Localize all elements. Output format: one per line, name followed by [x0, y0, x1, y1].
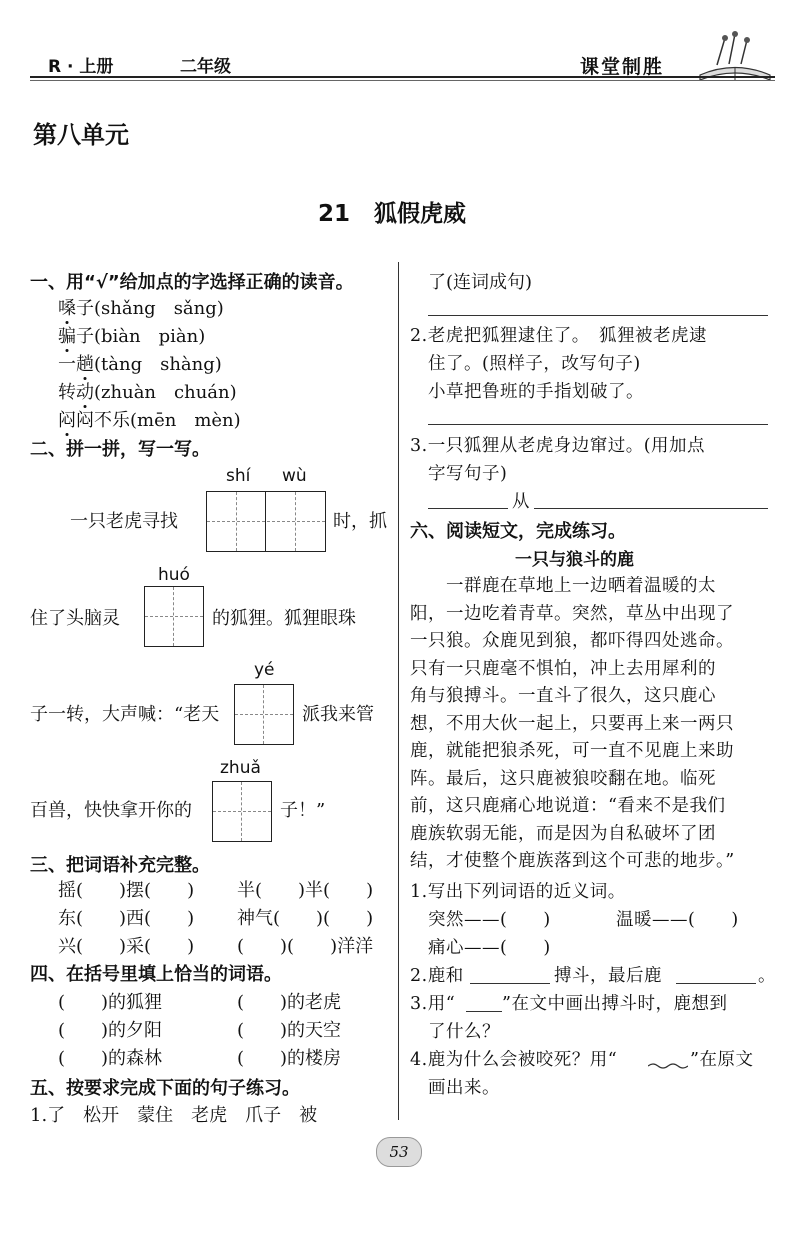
story-line: 角与狼搏斗。一直斗了很久，这只鹿心: [410, 686, 716, 706]
s3-title: 三、把词语补充完整。: [30, 855, 210, 876]
s3-cell: 神气( )( ): [237, 908, 374, 929]
story-line: 鹿族软弱无能，而是因为自私破坏了团: [410, 823, 716, 844]
s6-q4-c: 画出来。: [428, 1078, 500, 1098]
s2-row1-text: 一只老虎寻找: [70, 511, 178, 532]
s2-pinyin-5: zhuǎ: [220, 758, 261, 778]
s6-q1-b: 温暖——( ): [616, 910, 739, 930]
s5-q1-cont: 了(连词成句): [428, 272, 533, 293]
s5-q3a: 3.一只狐狸从老虎身边窜过。(用加点: [410, 436, 706, 456]
s3-cell: 半( )半( ): [237, 880, 374, 901]
story-line: 结，才使整个鹿族落到这个可悲的地步。”: [410, 851, 735, 871]
lesson-name: 狐假虎威: [374, 201, 467, 227]
answer-line[interactable]: [534, 508, 768, 509]
column-divider: [398, 262, 399, 1120]
story-text: [410, 572, 775, 875]
s2-row3-before: 子一转，大声喊：“老天: [30, 704, 220, 725]
s6-q3-c: 了什么？: [428, 1022, 500, 1042]
story-line: 阵。最后，这只鹿被狼咬翻在地。临死: [410, 768, 716, 789]
s1-item-1: 嗓子(shǎng sǎng): [58, 294, 224, 320]
s2-writing-grid-2[interactable]: [144, 586, 204, 647]
answer-line[interactable]: [428, 424, 768, 425]
s1-item-3: 一趟(tàng shàng): [58, 350, 222, 376]
answer-line[interactable]: [428, 315, 768, 316]
s5-q2a: 2.老虎把狐狸逮住了。 狐狸被老虎逮: [410, 326, 707, 346]
s4-cell: ( )的天空: [237, 1020, 342, 1041]
story-line: 阳，一边吃着青草。突然，草丛中出现了: [410, 603, 734, 624]
s2-row2-before: 住了头脑灵: [30, 608, 120, 629]
s2-pinyin-1: shí: [226, 466, 251, 486]
story-title: 一只与狼斗的鹿: [515, 550, 634, 570]
wavy-line-sample: [648, 1062, 688, 1070]
s6-q3-b: ”在文中画出搏斗时，鹿想到: [502, 994, 728, 1014]
s6-q2-a: 2.鹿和: [410, 966, 464, 986]
s6-q4-b: ”在原文: [690, 1050, 754, 1070]
s6-title: 六、阅读短文，完成练习。: [410, 521, 626, 542]
s4-cell: ( )的森林: [58, 1048, 163, 1069]
s2-writing-grid-3[interactable]: [234, 684, 294, 745]
lesson-title: [318, 195, 466, 228]
s5-q2b: 住了。(照样子，改写句子): [428, 354, 641, 374]
s4-title: 四、在括号里填上恰当的词语。: [30, 964, 282, 985]
story-line: 一只狼。众鹿见到狼，都吓得四处逃命。: [410, 631, 734, 651]
s6-q4-a: 4.鹿为什么会被咬死？用“: [410, 1050, 618, 1070]
s3-cell: ( )( )洋洋: [237, 936, 374, 957]
s3-cell: 东( )西( ): [58, 908, 195, 929]
s6-q3-a: 3.用“: [410, 994, 456, 1014]
answer-line[interactable]: [676, 983, 756, 984]
s6-q2-c: 。: [758, 966, 776, 986]
s2-row3-after: 派我来管: [302, 704, 374, 725]
page-number: 53: [389, 1143, 409, 1161]
s2-row2-after: 的狐狸。狐狸眼珠: [212, 608, 356, 629]
story-line: 鹿，就能把狼杀死，可一直不见鹿上来助: [410, 741, 734, 761]
header-grade: R · 上册: [48, 57, 114, 77]
s4-cell: ( )的老虎: [237, 992, 342, 1013]
unit-title: 第八单元: [33, 121, 129, 149]
answer-line[interactable]: [470, 983, 550, 984]
s2-pinyin-2: wù: [282, 466, 307, 486]
s5-q3b: 字写句子): [428, 464, 508, 484]
s6-q1-c: 痛心——( ): [428, 938, 551, 958]
s2-row1-after: 时，抓: [333, 511, 387, 532]
s1-title: 一、用“√”给加点的字选择正确的读音。: [30, 272, 354, 293]
s2-row4-after: 子！”: [280, 800, 326, 821]
s1-item-2: 骗子(biàn piàn): [58, 322, 205, 348]
s5-q1: 1.了 松开 蒙住 老虎 爪子 被: [30, 1105, 318, 1126]
s5-q2c: 小草把鲁班的手指划破了。: [428, 382, 644, 402]
s5-q3-word: 从: [512, 492, 530, 512]
answer-line[interactable]: [428, 508, 508, 509]
s3-cell: 摇( )摆( ): [58, 880, 195, 901]
story-line: 想，不用大伙一起上，只要再上来一两只: [410, 713, 734, 734]
underline-sample: [466, 1011, 502, 1012]
s5-title: 五、按要求完成下面的句子练习。: [30, 1078, 300, 1099]
s6-q1-a: 突然——( ): [428, 910, 551, 930]
lesson-number: 21: [318, 201, 351, 227]
s2-title: 二、拼一拼，写一写。: [30, 439, 210, 460]
story-line: 只有一只鹿毫不惧怕，冲上去用犀利的: [410, 658, 716, 679]
s6-q2-b: 搏斗，最后鹿: [554, 966, 662, 986]
header-rule: [30, 76, 775, 78]
s4-cell: ( )的楼房: [237, 1048, 342, 1069]
story-line: 一群鹿在草地上一边晒着温暖的太: [410, 576, 716, 596]
s4-cell: ( )的夕阳: [58, 1020, 163, 1041]
s4-cell: ( )的狐狸: [58, 992, 163, 1013]
s2-writing-grid-1[interactable]: [206, 491, 326, 552]
s1-item-5: 闷闷不乐(mēn mèn): [58, 406, 241, 432]
s2-writing-grid-4[interactable]: [212, 781, 272, 842]
page-number-badge: [376, 1137, 422, 1167]
s2-pinyin-3: huó: [158, 565, 190, 585]
s6-q1: 1.写出下列词语的近义词。: [410, 882, 626, 902]
s2-row4-before: 百兽，快快拿开你的: [30, 800, 192, 821]
s3-cell: 兴( )采( ): [58, 936, 195, 957]
s1-item-4: 转动(zhuàn chuán): [58, 378, 237, 404]
story-line: 前，这只鹿痛心地说道：“看来不是我们: [410, 796, 726, 816]
header-level: 二年级: [180, 57, 231, 77]
header-brand: 课堂制胜: [580, 56, 665, 78]
s2-pinyin-4: yé: [254, 660, 275, 680]
